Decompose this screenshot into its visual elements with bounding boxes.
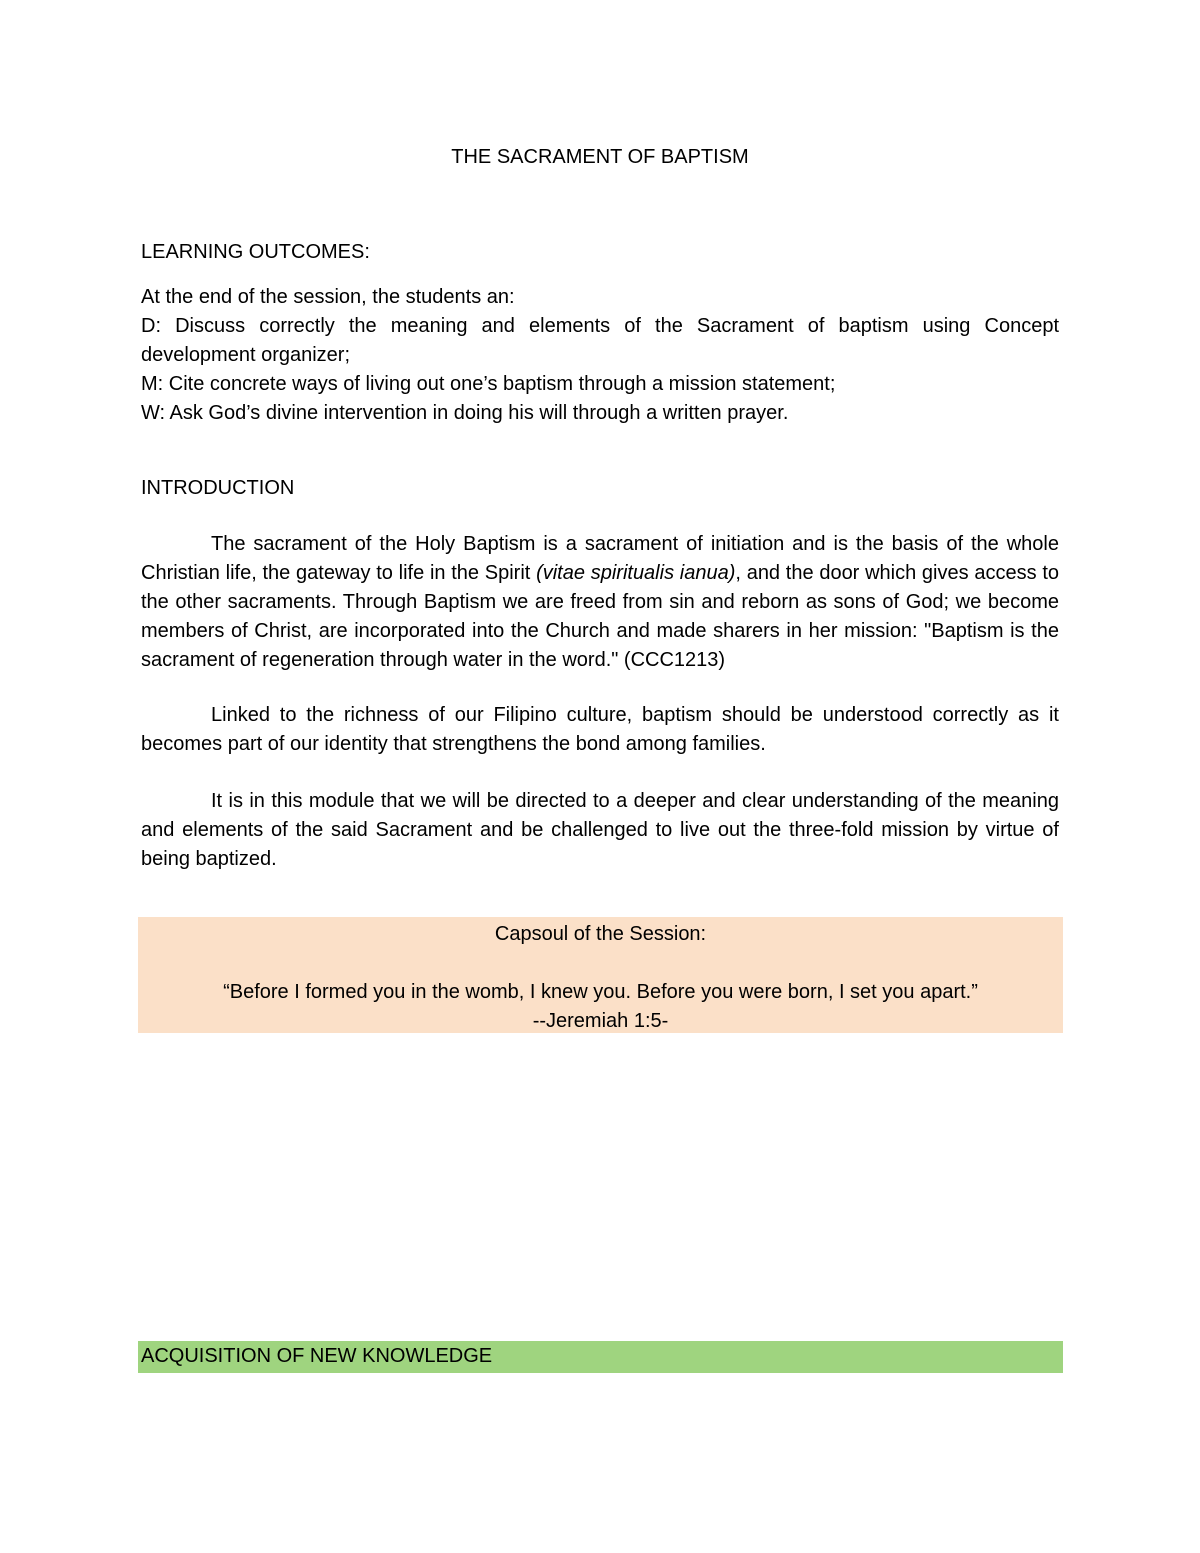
learning-outcome-item-d: D: Discuss correctly the meaning and elements of the Sacrament of baptism using Concept development organizer;: [141, 315, 1059, 366]
paragraph-1-latin-phrase: (vitae spiritualis ianua): [536, 562, 736, 584]
introduction-paragraph-1: [141, 530, 1059, 675]
introduction-paragraph-3: It is in this module that we will be directed to a deeper and clear understanding of the meaning and elements of the said Sacrament and be challenged to live out the three-fold mission by virtue of being baptized.: [141, 790, 1059, 870]
learning-outcomes-heading: LEARNING OUTCOMES:: [141, 241, 370, 263]
paragraph-1-text-start: The sacrament of the Holy Baptism is a sacrament of initiation and is the basis of the whole Christian life, the gateway to life in the Spirit: [141, 533, 1059, 584]
section-heading: ACQUISITION OF NEW KNOWLEDGE: [141, 1345, 493, 1367]
capsule-box: [138, 917, 1063, 1033]
capsule-reference: --Jeremiah 1:5-: [532, 1010, 669, 1032]
introduction-paragraph-2: Linked to the richness of our Filipino culture, baptism should be understood correctly as it becomes part of our identity that strengthens the bond among families.: [141, 704, 1059, 755]
learning-outcomes-intro: At the end of the session, the students an:: [141, 286, 515, 308]
document-title: THE SACRAMENT OF BAPTISM: [451, 146, 749, 168]
capsule-label: Capsoul of the Session:: [494, 923, 707, 945]
learning-outcome-item-w: W: Ask God’s divine intervention in doing his will through a written prayer.: [141, 402, 789, 424]
capsule-quote: “Before I formed you in the womb, I knew you. Before you were born, I set you apart.”: [223, 981, 978, 1003]
section-heading-bar: [138, 1341, 1063, 1373]
introduction-heading: INTRODUCTION: [141, 477, 295, 499]
learning-outcome-item-m: M: Cite concrete ways of living out one’s baptism through a mission statement;: [141, 373, 836, 395]
paragraph-1-text-end: , and the door which gives access to the other sacraments. Through Baptism we are freed from sin and reborn as sons of God; we become members of Christ, are incorporated into the Church and made sharers in her mission: "Baptism is the sacrament of regeneration through water in the word." (CCC1213): [141, 562, 1060, 671]
